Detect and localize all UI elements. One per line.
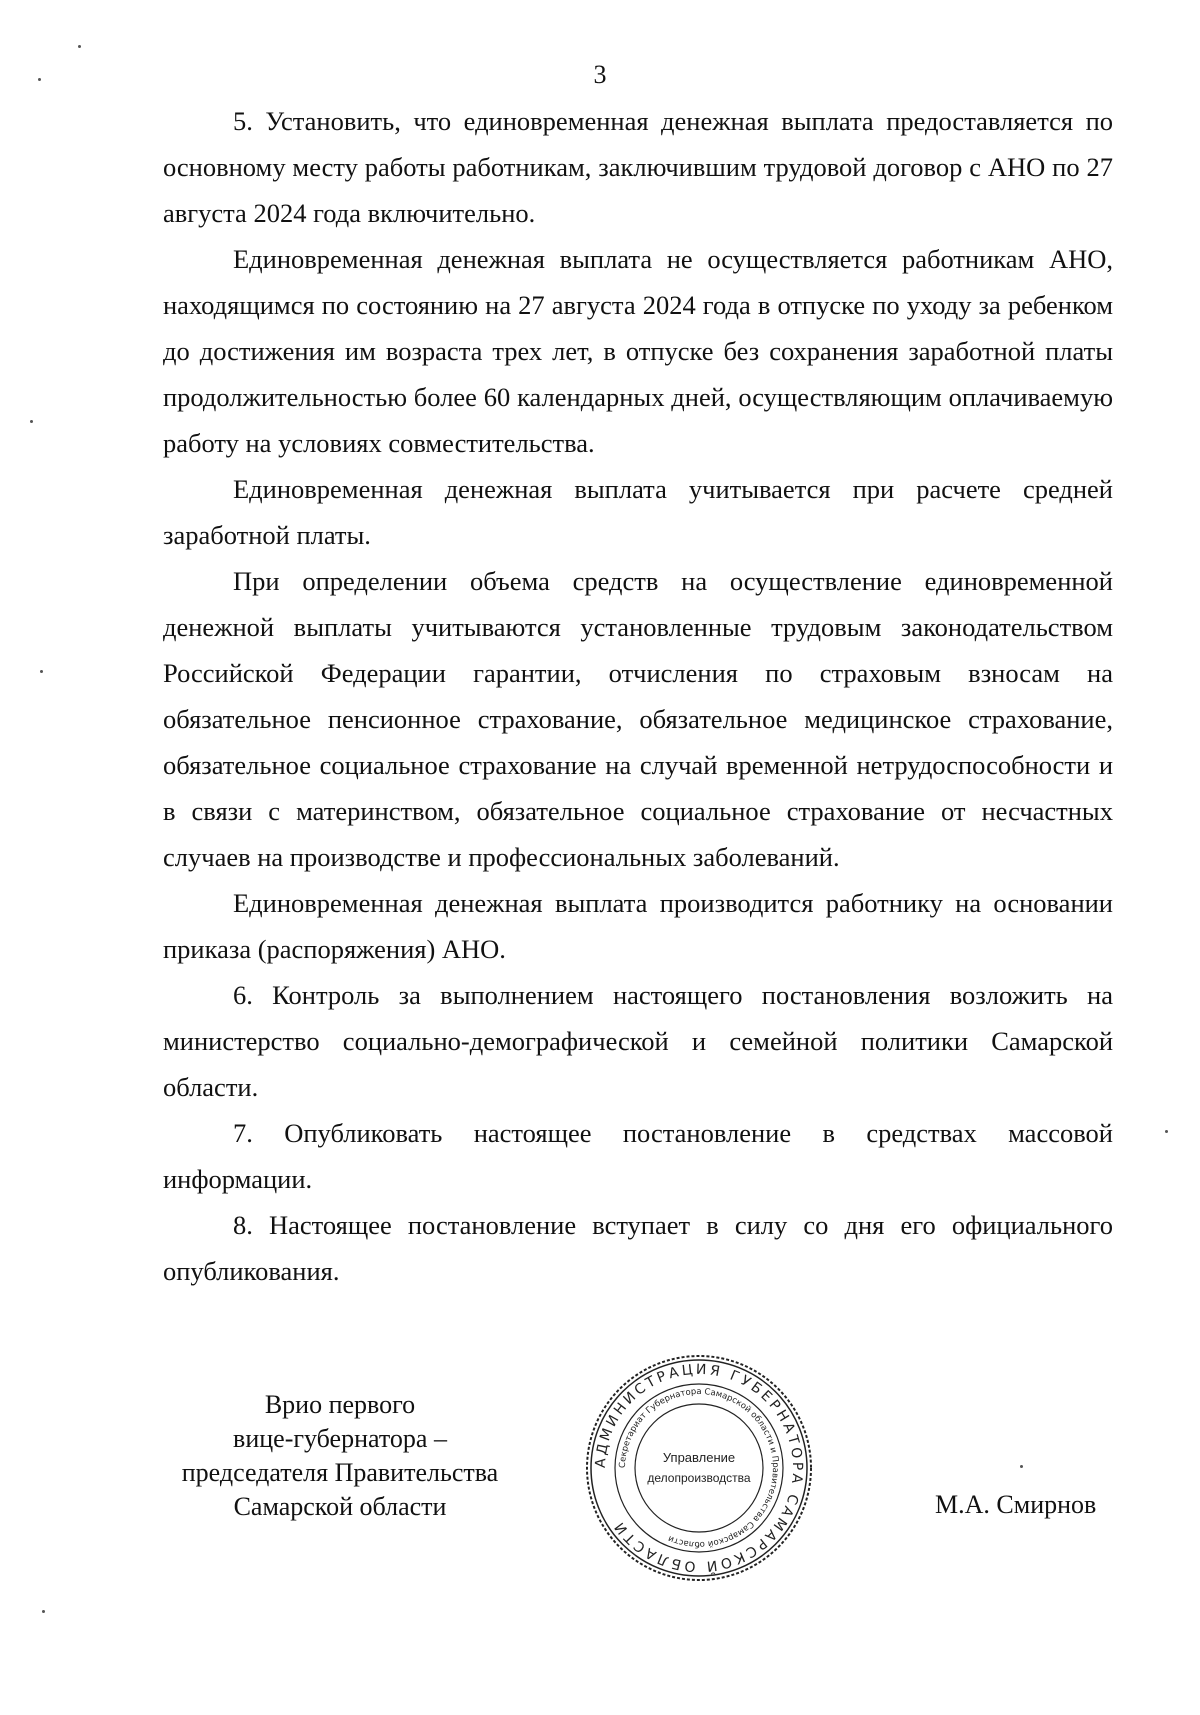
scan-speck bbox=[1020, 1465, 1023, 1468]
scan-speck bbox=[40, 670, 43, 673]
paragraph-funding: При определении объема средств на осуществление единовременной денежной выплаты учитываются установленные трудовым законодательством Российской Федерации гарантии, отчисления по страховым взносам на обязательное пенсионное страхование, обязательное медицинское страхование, обязательное социальное страхование на случай временной нетрудоспособности и в связи с материнством, обязательное социальное страхование от несчастных случаев на производстве и профессиональных заболеваний. bbox=[163, 566, 1113, 872]
position-line: Самарской области bbox=[233, 1492, 447, 1521]
paragraph-payment-order: Единовременная денежная выплата производится работнику на основании приказа (распоряжения) АНО. bbox=[163, 888, 1113, 964]
paragraph-item-7: 7. Опубликовать настоящее постановление в средствах массовой информации. bbox=[163, 1118, 1113, 1194]
stamp-inner-text: Секретариат Губернатора Самарской области и Правительства Самарской области bbox=[617, 1386, 781, 1550]
position-line: вице-губернатора – bbox=[233, 1424, 447, 1453]
stamp-center-line: делопроизводства bbox=[647, 1471, 751, 1485]
page-number: 3 bbox=[593, 60, 607, 89]
paragraph-item-8: 8. Настоящее постановление вступает в силу со дня его официального опубликования. bbox=[163, 1210, 1113, 1286]
scan-speck bbox=[78, 45, 81, 48]
stamp-center-line: Управление bbox=[662, 1450, 736, 1465]
paragraph-item-6: 6. Контроль за выполнением настоящего постановления возложить на министерство социально-демографической и семейной политики Самарской области. bbox=[163, 980, 1113, 1102]
signatory-position bbox=[150, 1388, 530, 1524]
signatory-name: М.А. Смирнов bbox=[935, 1490, 1097, 1519]
scan-speck bbox=[1165, 1130, 1168, 1133]
svg-text:Секретариат Губернатора Самарс bbox=[618, 1387, 780, 1549]
scan-speck bbox=[30, 420, 33, 423]
paragraph-exclusions: Единовременная денежная выплата не осуществляется работникам АНО, находящимся по состоянию на 27 августа 2024 года в отпуске по уходу за ребенком до достижения им возраста трех лет, в отпуске без сохранения заработной платы продолжительностью более 60 календарных дней, осуществляющим оплачиваемую работу на условиях совместительства. bbox=[163, 244, 1113, 458]
scan-speck bbox=[38, 78, 41, 81]
paragraph-item-5: 5. Установить, что единовременная денежная выплата предоставляется по основному месту работы работникам, заключившим трудовой договор с АНО по 27 августа 2024 года включительно. bbox=[163, 106, 1113, 228]
stamp-seal-icon bbox=[583, 1352, 815, 1584]
scan-speck bbox=[42, 1610, 45, 1613]
paragraph-average-salary: Единовременная денежная выплата учитывается при расчете средней заработной платы. bbox=[163, 474, 1113, 550]
official-stamp bbox=[583, 1352, 815, 1584]
position-line: председателя Правительства bbox=[181, 1458, 499, 1487]
position-line: Врио первого bbox=[264, 1390, 416, 1419]
document-body bbox=[163, 98, 1113, 1294]
stamp-outer-text: АДМИНИСТРАЦИЯ ГУБЕРНАТОРА САМАРСКОЙ ОБЛАСТИ bbox=[592, 1361, 806, 1575]
